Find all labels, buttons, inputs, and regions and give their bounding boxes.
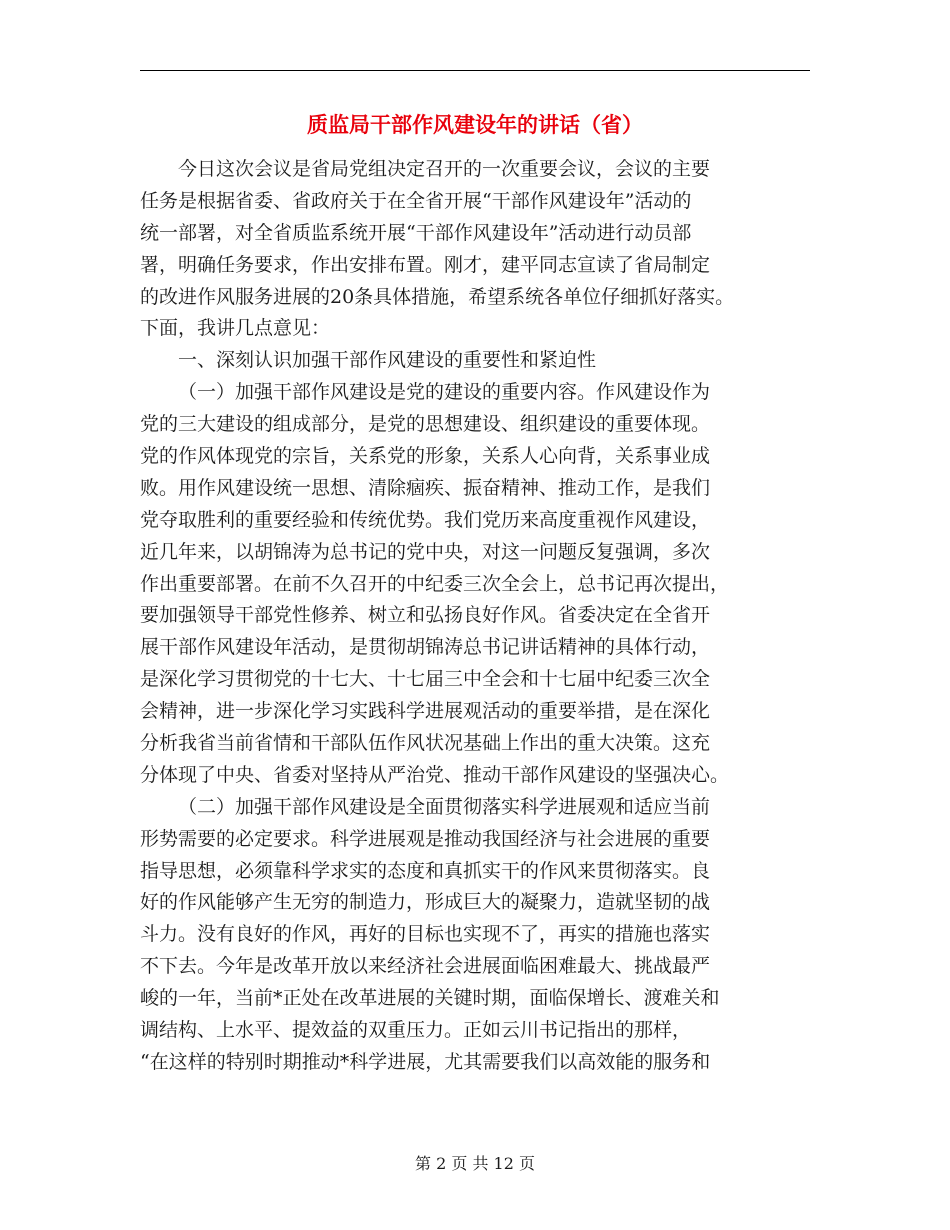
text-line: 近几年来，以胡锦涛为总书记的党中央，对这一问题反复强调，多次 [140, 540, 711, 563]
text-line: 要加强领导干部党性修养、树立和弘扬良好作风。省委决定在全省开 [140, 604, 711, 627]
text-line: （二）加强干部作风建设是全面贯彻落实科学进展观和适应当前 [178, 795, 711, 818]
page-number: 第 2 页 共 12 页 [415, 1154, 535, 1173]
text-line: 下面，我讲几点意见： [140, 317, 331, 340]
document-title: 质监局干部作风建设年的讲话（省） [307, 113, 643, 137]
text-line: 党的三大建设的组成部分，是党的思想建设、组织建设的重要体现。 [140, 413, 711, 436]
text-line: 斗力。没有良好的作风，再好的目标也实现不了，再实的措施也落实 [140, 923, 711, 946]
text-line: 今日这次会议是省局党组决定召开的一次重要会议，会议的主要 [178, 158, 711, 180]
text-line: 党的作风体现党的宗旨，关系党的形象，关系人心向背，关系事业成 [140, 445, 711, 468]
text-line: “在这样的特别时期推动*科学进展，尤其需要我们以高效能的服务和 [140, 1050, 711, 1073]
text-line: 指导思想，必须靠科学求实的态度和真抓实干的作风来贯彻落实。良 [140, 859, 711, 882]
document-body [140, 154, 810, 1079]
text-line: 任务是根据省委、省政府关于在全省开展“干部作风建设年”活动的 [140, 189, 692, 212]
text-line: 是深化学习贯彻党的十七大、十七届三中全会和十七届中纪委三次全 [140, 668, 711, 691]
text-line: 分体现了中央、省委对坚持从严治党、推动干部作风建设的坚强决心。 [140, 763, 730, 786]
header-rule [140, 70, 810, 71]
text-line: 好的作风能够产生无穷的制造力，形成巨大的凝聚力，造就坚韧的战 [140, 891, 711, 914]
text-line: 一、深刻认识加强干部作风建设的重要性和紧迫性 [178, 349, 597, 372]
text-line: 署，明确任务要求，作出安排布置。刚才，建平同志宣读了省局制定 [140, 253, 711, 276]
text-line: 形势需要的必定要求。科学进展观是推动我国经济与社会进展的重要 [140, 827, 711, 850]
text-line: 作出重要部署。在前不久召开的中纪委三次全会上，总书记再次提出， [140, 572, 730, 595]
text-line: 败。用作风建设统一思想、清除痼疾、振奋精神、推动工作，是我们 [140, 476, 711, 499]
text-line: 分析我省当前省情和干部队伍作风状况基础上作出的重大决策。这充 [140, 732, 711, 755]
text-line: 党夺取胜利的重要经验和传统优势。我们党历来高度重视作风建设， [140, 508, 711, 531]
text-line: 统一部署，对全省质监系统开展“干部作风建设年”活动进行动员部 [140, 221, 692, 244]
text-line: 不下去。今年是改革开放以来经济社会进展面临困难最大、挑战最严 [140, 955, 711, 978]
text-line: 会精神，进一步深化学习实践科学进展观活动的重要举措，是在深化 [140, 700, 711, 723]
text-line: 展干部作风建设年活动，是贯彻胡锦涛总书记讲话精神的具体行动， [140, 636, 711, 659]
text-line: 的改进作风服务进展的20条具体措施，希望系统各单位仔细抓好落实。 [140, 285, 735, 308]
text-line: （一）加强干部作风建设是党的建设的重要内容。作风建设作为 [178, 381, 711, 404]
text-line: 峻的一年，当前*正处在改革进展的关键时期，面临保增长、渡难关和 [140, 987, 720, 1010]
text-line: 调结构、上水平、提效益的双重压力。正如云川书记指出的那样， [140, 1019, 692, 1042]
